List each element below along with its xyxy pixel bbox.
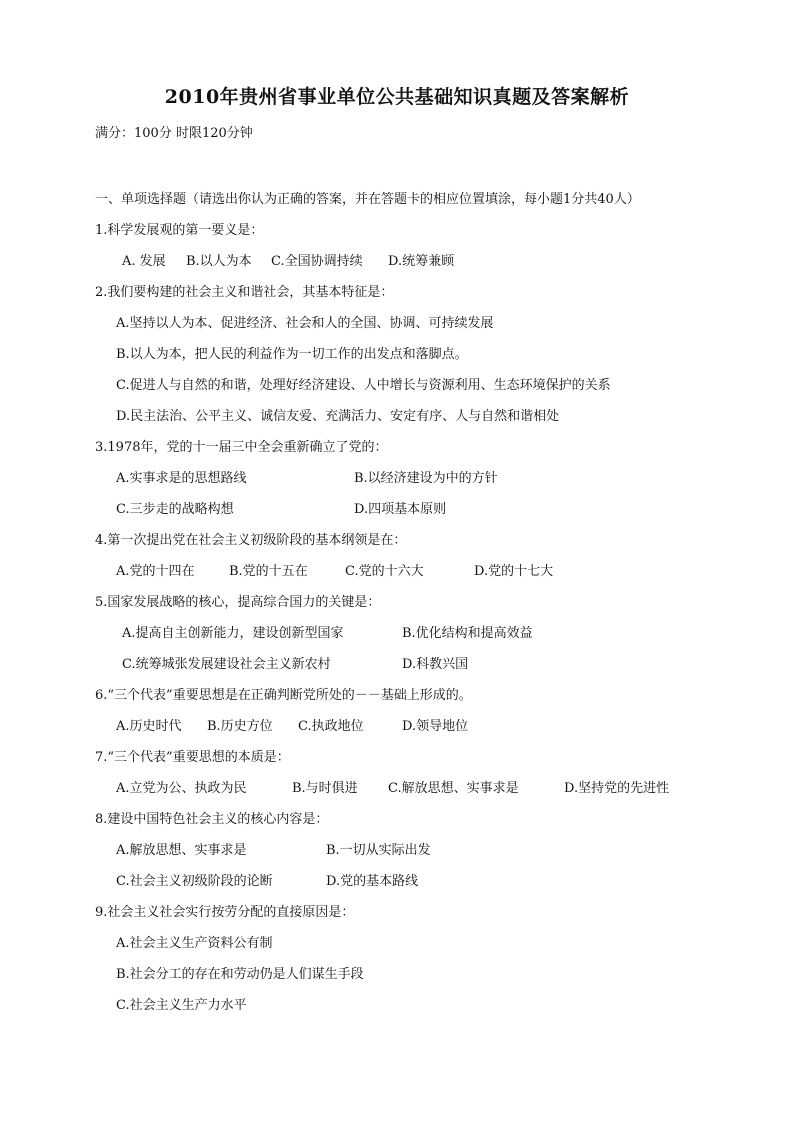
question-stem: 8.建设中国特色社会主义的核心内容是：	[95, 812, 329, 827]
option-c: C.全国协调持续	[271, 254, 363, 269]
option-d: D.统筹兼顾	[388, 254, 455, 269]
section-heading: 一、单项选择题（请选出你认为正确的答案，并在答题卡的相应位置填涂，每小题1分共40人）	[95, 192, 640, 207]
option-c: C.执政地位	[298, 719, 364, 734]
option-a: A.实事求是的思想路线	[116, 471, 247, 486]
option-a: A.社会主义生产资料公有制	[116, 936, 273, 951]
option-c: C.统筹城张发展建设社会主义新农村	[122, 657, 331, 672]
question-stem: 4.第一次提出党在社会主义初级阶段的基本纲领是在：	[95, 533, 407, 548]
option-b: B.以人为本	[186, 254, 252, 269]
option-d: D.四项基本原则	[354, 502, 447, 517]
option-a: A.历史时代	[116, 719, 182, 734]
option-a: A.党的十四在	[116, 564, 195, 579]
exam-meta: 满分：100分 时限120分钟	[95, 126, 253, 141]
option-d: D.党的基本路线	[326, 874, 419, 889]
document-title: 2010年贵州省事业单位公共基础知识真题及答案解析	[164, 86, 630, 108]
option-b: B.党的十五在	[229, 564, 308, 579]
question-stem: 9.社会主义社会实行按劳分配的直接原因是：	[95, 905, 355, 920]
option-a: A. 发展	[122, 254, 166, 269]
option-b: B.与时俱进	[292, 781, 358, 796]
option-b: B.以人为本，把人民的利益作为一切工作的出发点和落脚点。	[116, 347, 468, 362]
option-d: D.党的十七大	[474, 564, 554, 579]
option-a: A.提高自主创新能力，建设创新型国家	[122, 626, 344, 641]
question-stem: 7.“三个代表”重要思想的本质是：	[95, 750, 290, 765]
option-d: D.领导地位	[402, 719, 469, 734]
option-a: A.解放思想、实事求是	[116, 843, 247, 858]
option-d: D.民主法治、公平主义、诚信友爱、充满活力、安定有序、人与自然和谐相处	[116, 409, 560, 424]
option-c: C.三步走的战略构想	[116, 502, 234, 517]
option-a: A.坚持以人为本、促进经济、社会和人的全国、协调、可持续发展	[116, 316, 494, 331]
option-c: C.党的十六大	[345, 564, 424, 579]
option-b: B.历史方位	[207, 719, 273, 734]
option-b: B.以经济建设为中的方针	[354, 471, 498, 486]
option-c: C.促进人与自然的和谐，处理好经济建设、人中增长与资源利用、生态环境保护的关系	[116, 378, 611, 393]
option-d: D.坚持党的先进性	[564, 781, 670, 796]
option-d: D.科教兴国	[402, 657, 469, 672]
question-stem: 3.1978年，党的十一届三中全会重新确立了党的：	[95, 440, 388, 455]
question-stem: 6.“三个代表”重要思想是在正确判断党所处的－－基础上形成的。	[95, 688, 472, 703]
option-a: A.立党为公、执政为民	[116, 781, 247, 796]
option-b: B.一切从实际出发	[326, 843, 431, 858]
option-c: C.解放思想、实事求是	[388, 781, 519, 796]
option-b: B.社会分工的存在和劳动仍是人们谋生手段	[116, 967, 364, 982]
question-stem: 5.国家发展战略的核心，提高综合国力的关键是：	[95, 595, 381, 610]
option-c: C.社会主义初级阶段的论断	[116, 874, 273, 889]
question-stem: 2.我们要构建的社会主义和谐社会，其基本特征是：	[95, 285, 394, 300]
option-c: C.社会主义生产力水平	[116, 998, 247, 1013]
question-stem: 1.科学发展观的第一要义是：	[95, 223, 264, 238]
option-b: B.优化结构和提高效益	[402, 626, 533, 641]
